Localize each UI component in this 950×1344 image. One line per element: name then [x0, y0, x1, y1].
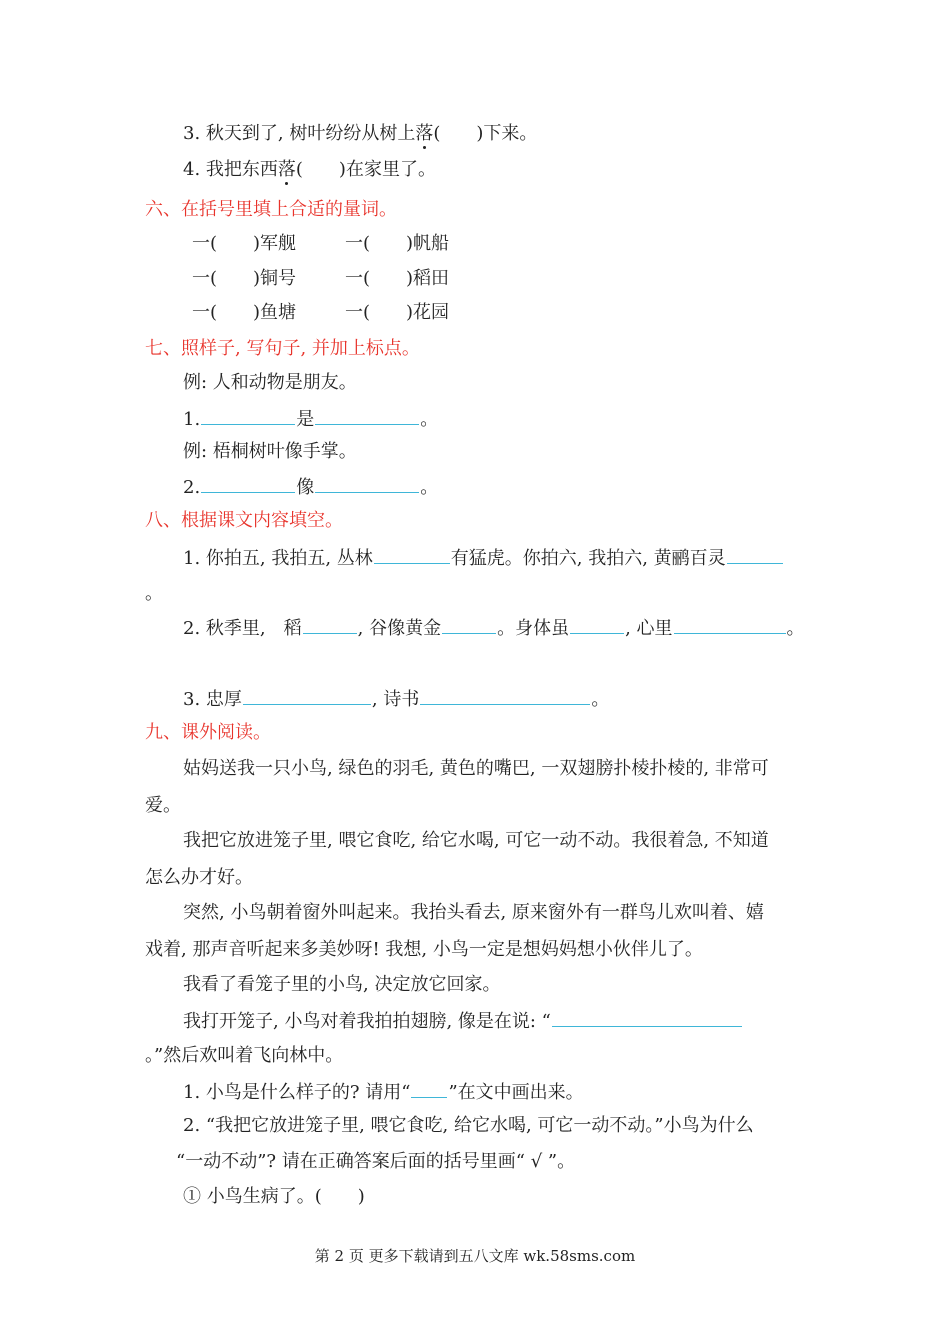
section-6-title: 六、在括号里填上合适的量词。 — [145, 199, 397, 220]
reading-question-1: 1. 小鸟是什么样子的? 请用“ ”在文中画出来。 — [183, 1079, 584, 1105]
sentence-question-1: 1. 是 。 — [183, 406, 438, 432]
reading-paragraph-4: 我看了看笼子里的小鸟, 决定放它回家。 — [183, 974, 501, 995]
emphasis-dot-char: 落 — [277, 159, 296, 180]
example-sentence-2: 例: 梧桐树叶像手掌。 — [183, 441, 357, 462]
measure-word-item: 一( )军舰 — [192, 233, 297, 254]
answer-blank[interactable] — [570, 615, 624, 634]
question-5-3: 3. 秋天到了, 树叶纷纷从树上落( )下来。 — [183, 123, 538, 144]
measure-word-item: 一( )鱼塘 — [192, 302, 297, 323]
answer-blank[interactable] — [374, 545, 450, 564]
answer-blank[interactable] — [552, 1008, 742, 1027]
reading-paragraph-1: 姑妈送我一只小鸟, 绿色的羽毛, 黄色的嘴巴, 一双翅膀扑棱扑棱的, 非常可 — [183, 758, 769, 779]
measure-word-item: 一( )花园 — [345, 302, 450, 323]
page-footer: 第 2 页 更多下载请到五八文库 wk.58sms.com — [314, 1247, 636, 1265]
answer-blank[interactable] — [442, 615, 496, 634]
fill-question-2: 2. 秋季里, 稻 , 谷像黄金 。身体虽 , 心里 。 — [183, 615, 805, 641]
reading-paragraph-5-cont: 。”然后欢叫着飞向林中。 — [145, 1045, 344, 1066]
answer-blank[interactable] — [674, 615, 786, 634]
reading-paragraph-5: 我打开笼子, 小鸟对着我拍拍翅膀, 像是在说: “ — [183, 1008, 743, 1034]
underline-sample — [411, 1079, 447, 1098]
answer-blank[interactable] — [315, 474, 419, 493]
reading-paragraph-2: 我把它放进笼子里, 喂它食吃, 给它水喝, 可它一动不动。我很着急, 不知道 — [183, 830, 769, 851]
answer-blank[interactable] — [303, 615, 357, 634]
reading-question-2-cont: “一动不动”? 请在正确答案后面的括号里画“ √ ”。 — [176, 1151, 576, 1172]
section-7-title: 七、照样子, 写句子, 并加上标点。 — [145, 338, 420, 359]
section-9-title: 九、课外阅读。 — [145, 722, 271, 743]
question-5-4: 4. 我把东西落( )在家里了。 — [183, 159, 436, 180]
fill-question-1: 1. 你拍五, 我拍五, 丛林 有猛虎。你拍六, 我拍六, 黄鹂百灵 — [183, 545, 784, 571]
reading-paragraph-3: 突然, 小鸟朝着窗外叫起来。我抬头看去, 原来窗外有一群鸟儿欢叫着、嬉 — [183, 902, 764, 923]
answer-blank[interactable] — [243, 686, 371, 705]
measure-word-item: 一( )稻田 — [345, 268, 450, 289]
emphasis-dot-char: 落 — [415, 123, 434, 144]
fill-question-3: 3. 忠厚 , 诗书 。 — [183, 686, 609, 712]
measure-word-item: 一( )铜号 — [192, 268, 297, 289]
answer-option-1: ① 小鸟生病了。( ) — [183, 1186, 365, 1207]
measure-word-item: 一( )帆船 — [345, 233, 450, 254]
answer-blank[interactable] — [420, 686, 590, 705]
sentence-question-2: 2. 像 。 — [183, 474, 438, 500]
reading-question-2: 2. “我把它放进笼子里, 喂它食吃, 给它水喝, 可它一动不动。”小鸟为什么 — [183, 1115, 754, 1136]
reading-paragraph-3-cont: 戏着, 那声音听起来多美妙呀! 我想, 小鸟一定是想妈妈想小伙伴儿了。 — [145, 939, 703, 960]
reading-paragraph-1-cont: 爱。 — [145, 795, 181, 816]
answer-blank[interactable] — [727, 545, 783, 564]
fill-question-1-end: 。 — [145, 583, 163, 604]
section-8-title: 八、根据课文内容填空。 — [145, 510, 343, 531]
answer-blank[interactable] — [201, 474, 295, 493]
example-sentence-1: 例: 人和动物是朋友。 — [183, 372, 357, 393]
answer-blank[interactable] — [315, 406, 419, 425]
reading-paragraph-2-cont: 怎么办才好。 — [145, 867, 253, 888]
answer-blank[interactable] — [201, 406, 295, 425]
